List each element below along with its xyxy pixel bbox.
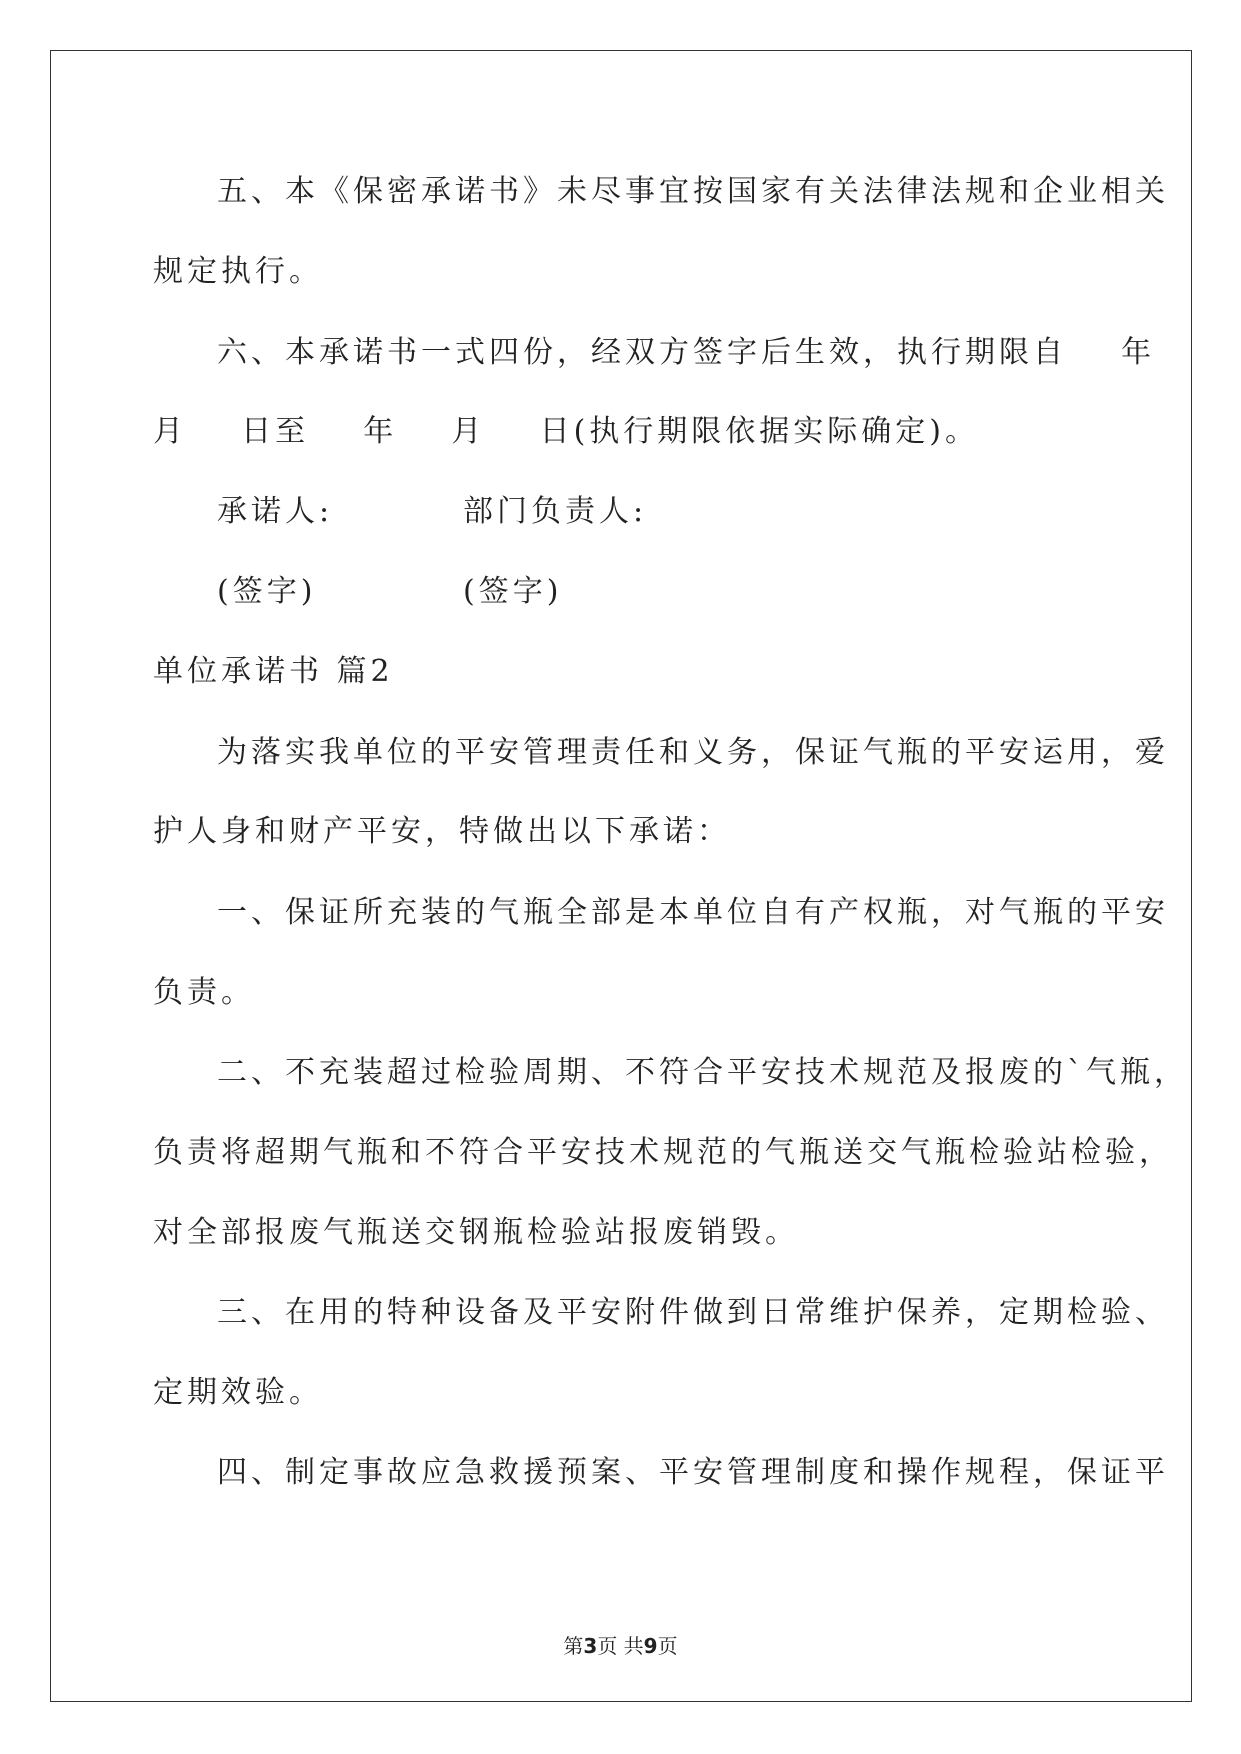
footer-mid: 页 共: [597, 1634, 644, 1658]
para-line-4: 月 日至 年 月 日(执行期限依据实际确定)。: [153, 414, 979, 449]
dept-head-label: 部门负责人:: [463, 494, 648, 529]
para-line-3: 六、本承诺书一式四份，经双方签字后生效，执行期限自 年: [217, 335, 1156, 370]
section-heading: 单位承诺书 篇2: [153, 654, 394, 689]
page-footer: [0, 1630, 1241, 1659]
para-line-14: 四、制定事故应急救援预案、平安管理制度和操作规程，保证平: [217, 1455, 1169, 1490]
para-line-8: 负责。: [153, 975, 255, 1010]
para-line-12: 三、在用的特种设备及平安附件做到日常维护保养，定期检验、: [217, 1295, 1169, 1330]
para-line-2: 规定执行。: [153, 254, 323, 289]
footer-page-total: 9: [643, 1634, 658, 1658]
sign-left: (签字): [217, 574, 317, 609]
para-line-11: 对全部报废气瓶送交钢瓶检验站报废销毁。: [153, 1215, 799, 1250]
footer-suffix: 页: [657, 1634, 678, 1658]
footer-page-num: 3: [583, 1634, 598, 1658]
footer-prefix: 第: [563, 1634, 584, 1658]
para-line-6: 护人身和财产平安，特做出以下承诺：: [153, 814, 731, 849]
sign-right: (签字): [463, 574, 563, 609]
promisor-label: 承诺人:: [217, 494, 334, 529]
para-line-10: 负责将超期气瓶和不符合平安技术规范的气瓶送交气瓶检验站检验，: [153, 1135, 1173, 1170]
para-line-7: 一、保证所充装的气瓶全部是本单位自有产权瓶，对气瓶的平安: [217, 895, 1169, 930]
para-line-5: 为落实我单位的平安管理责任和义务，保证气瓶的平安运用，爱: [217, 735, 1169, 770]
para-line-1: 五、本《保密承诺书》未尽事宜按国家有关法律法规和企业相关: [217, 174, 1169, 209]
para-line-9: 二、不充装超过检验周期、不符合平安技术规范及报废的`气瓶，: [217, 1055, 1188, 1090]
para-line-13: 定期效验。: [153, 1375, 323, 1410]
